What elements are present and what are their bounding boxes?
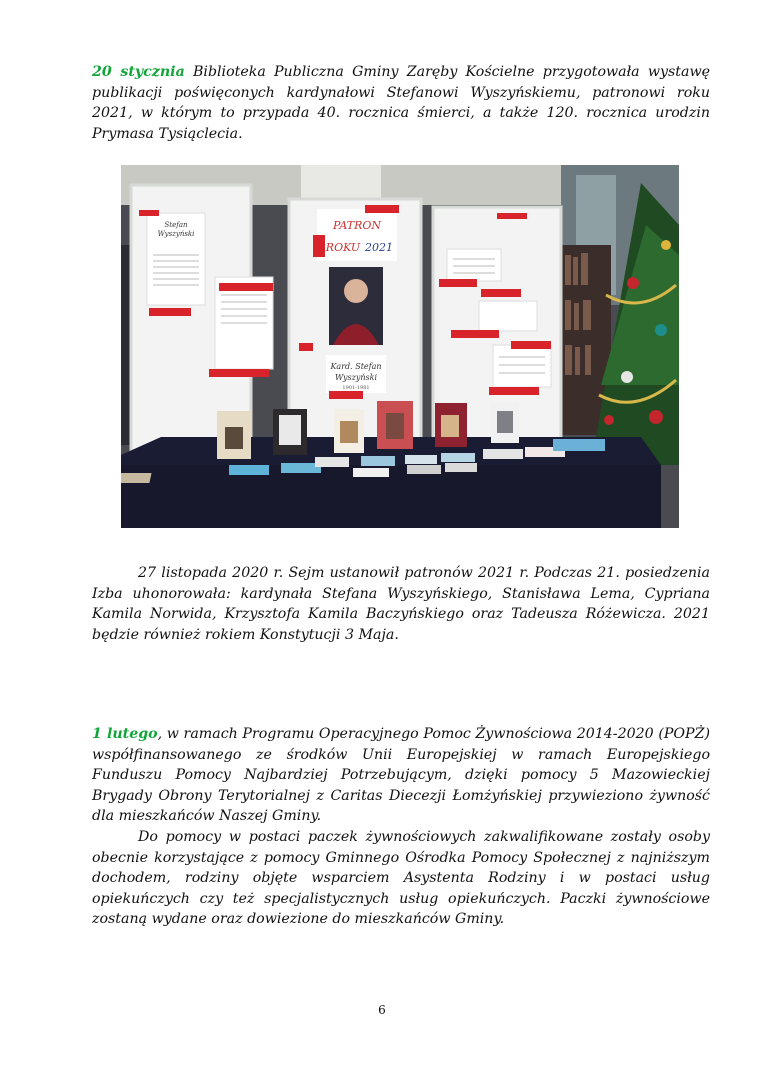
paragraph-exhibition (92, 62, 710, 144)
paragraph-food-packages: Do pomocy w postaci paczek żywnościowych zakwalifikowane zostały osoby obecnie korzystające z pomocy Gminnego Ośrodka Pomocy Społecznej z najniższym dochodem, rodziny objęte wsparciem Asystenta Rodziny i w postaci usług opiekuńczych czy też specjalistycznych usług opiekuńczych. Paczki żywnościowe zostaną wydane oraz dowiezione do mieszkańców Gminy. (92, 829, 710, 927)
panel-name: Kard. Stefan (330, 362, 382, 371)
paragraph-text: Biblioteka Publiczna Gminy Zaręby Kościelne przygotowała wystawę publikacji poświęconych kardynałowi Stefanowi Wyszyńskiemu, patronowi roku 2021, w którym to przypada 40. rocznica śmierci, a także 120. rocznica urodzin Prymasa Tysiąclecia. (92, 64, 710, 142)
panel-year: 2021 (365, 241, 393, 254)
page-number: 6 (378, 1003, 386, 1017)
panel-title-2: ROKU (325, 241, 361, 254)
comma: , (157, 726, 163, 742)
svg-text:Wyszyński: Wyszyński (334, 373, 378, 382)
card-title: Stefan (164, 221, 188, 229)
paragraph-food-aid (92, 724, 710, 827)
svg-text:Wyszyński: Wyszyński (157, 230, 195, 238)
date-highlight: 20 stycznia (92, 64, 185, 80)
paragraph-text: w ramach Programu Operacyjnego Pomoc Żywnościowa 2014-2020 (POPŻ) współfinansowanego ze środków Unii Europejskiej w ramach Europejskiego Funduszu Pomocy Najbardziej Potrzebującym, dzięki pomocy 5 Mazowieckiej Brygady Obrony Terytorialnej z Caritas Diecezji Łomżyńskiej przywieziono żywność dla mieszkańców Naszej Gminy. (92, 726, 710, 824)
paragraph-patrons: 27 listopada 2020 r. Sejm ustanowił patronów 2021 r. Podczas 21. posiedzenia Izba uhonorowała: kardynała Stefana Wyszyńskiego, Stanisława Lema, Cypriana Kamila Norwida, Krzysztofa Kamila Baczyńskiego oraz Tadeusza Różewicza. 2021 będzie również rokiem Konstytucji 3 Maja. (92, 565, 710, 643)
date-highlight: 1 lutego (92, 726, 158, 742)
panel-title: PATRON (333, 219, 381, 232)
exhibition-photo (121, 165, 679, 528)
panel-dates: 1901-1981 (342, 385, 370, 391)
